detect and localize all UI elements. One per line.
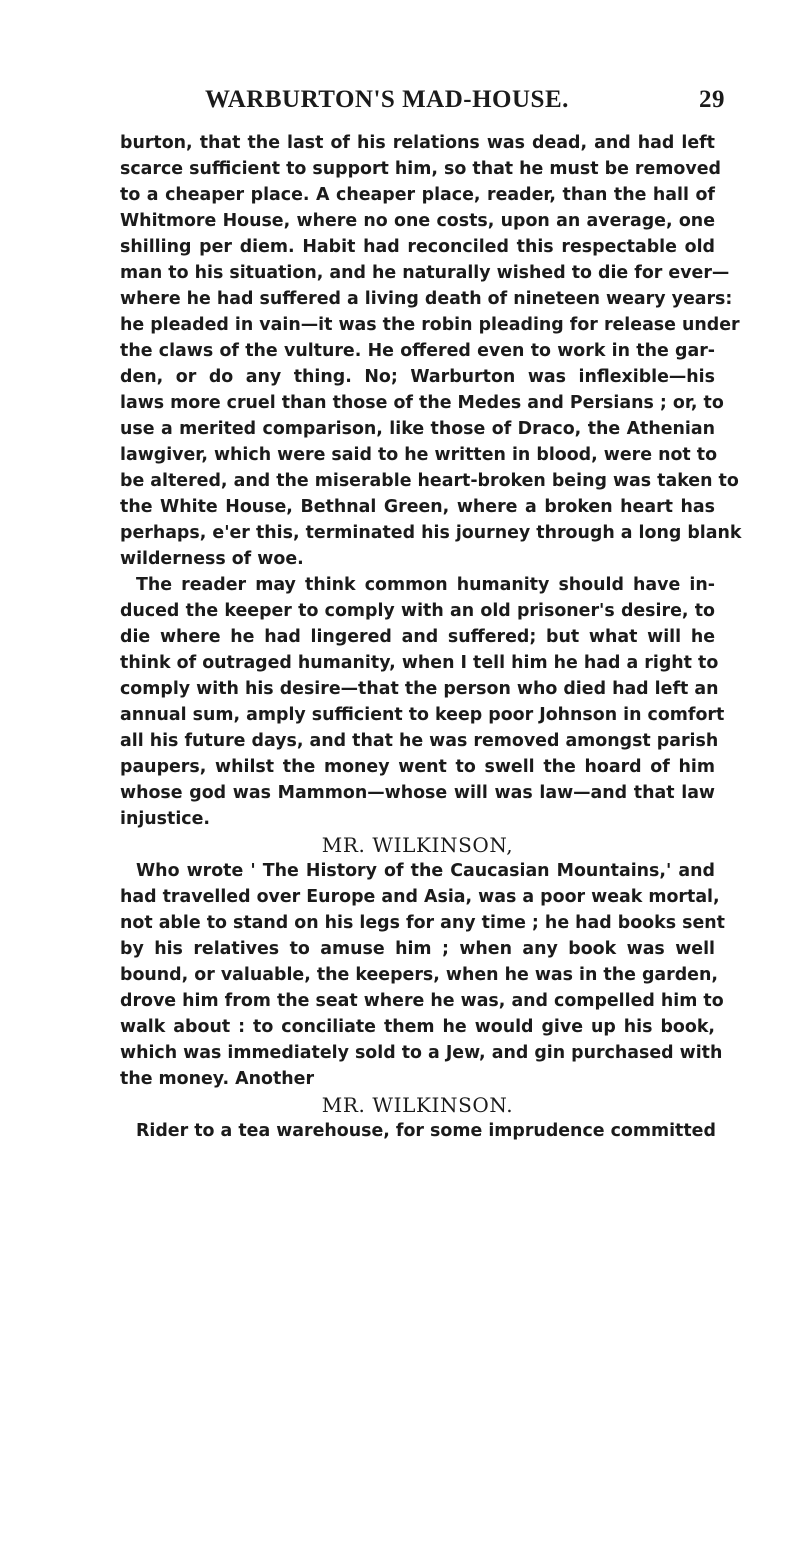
text-line: Whitmore House, where no one costs, upon an average, one <box>120 211 715 231</box>
text-line: burton, that the last of his relations was dead, and had left <box>120 133 715 153</box>
text-line: The reader may think common humanity should have in- <box>136 575 715 595</box>
text-line: injustice. <box>120 809 211 829</box>
text-line: use a merited comparison, like those of Draco, the Athenian <box>120 419 715 439</box>
text-line: not able to stand on his legs for any time ; he had books sent <box>120 913 725 933</box>
text-line: by his relatives to amuse him ; when any book was well <box>120 939 715 959</box>
text-line: the White House, Bethnal Green, where a broken heart has <box>120 497 715 517</box>
text-line: scarce sufficient to support him, so that he must be removed <box>120 159 721 179</box>
text-line: where he had suffered a living death of nineteen weary years: <box>120 289 733 309</box>
text-line: perhaps, e'er this, terminated his journey through a long blank <box>120 523 742 543</box>
text-line: walk about : to conciliate them he would give up his book, <box>120 1017 715 1037</box>
text-line: bound, or valuable, the keepers, when he was in the garden, <box>120 965 718 985</box>
body-text <box>120 130 742 1144</box>
text-line: shilling per diem. Habit had reconciled this respectable old <box>120 237 715 257</box>
text-line: had travelled over Europe and Asia, was a poor weak mortal, <box>120 887 720 907</box>
text-line: drove him from the seat where he was, and compelled him to <box>120 991 724 1011</box>
text-line: the claws of the vulture. He offered even to work in the gar- <box>120 341 715 361</box>
text-line: to a cheaper place. A cheaper place, reader, than the hall of <box>120 185 715 205</box>
text-line: annual sum, amply sufficient to keep poor Johnson in comfort <box>120 705 725 725</box>
text-line: wilderness of woe. <box>120 549 304 569</box>
text-line: think of outraged humanity, when I tell him he had a right to <box>120 653 719 673</box>
text-line: die where he had lingered and suffered; but what will he <box>120 627 715 647</box>
page-number: 29 <box>699 86 725 113</box>
text-line: duced the keeper to comply with an old prisoner's desire, to <box>120 601 715 621</box>
text-line: be altered, and the miserable heart-broken being was taken to <box>120 471 739 491</box>
text-line: he pleaded in vain—it was the robin pleading for release under <box>120 315 740 335</box>
text-line: Who wrote ' The History of the Caucasian Mountains,' and <box>136 861 715 881</box>
text-line: comply with his desire—that the person who died had left an <box>120 679 719 699</box>
text-line: Rider to a tea warehouse, for some imprudence committed <box>136 1121 716 1141</box>
text-line: man to his situation, and he naturally wished to die for ever— <box>120 263 730 283</box>
text-line: all his future days, and that he was removed amongst parish <box>120 731 719 751</box>
text-line: paupers, whilst the money went to swell the hoard of him <box>120 757 715 777</box>
text-line: whose god was Mammon—whose will was law—and that law <box>120 783 715 803</box>
section-heading: MR. WILKINSON. <box>321 1093 514 1117</box>
section-heading: MR. WILKINSON, <box>321 833 514 857</box>
text-line: lawgiver, which were said to he written in blood, were not to <box>120 445 718 465</box>
running-title: WARBURTON'S MAD-HOUSE. <box>205 86 569 113</box>
text-line: which was immediately sold to a Jew, and gin purchased with <box>120 1043 723 1063</box>
text-line: the money. Another <box>120 1069 315 1089</box>
text-line: den, or do any thing. No; Warburton was inflexible—his <box>120 367 715 387</box>
text-line: laws more cruel than those of the Medes and Persians ; or, to <box>120 393 724 413</box>
